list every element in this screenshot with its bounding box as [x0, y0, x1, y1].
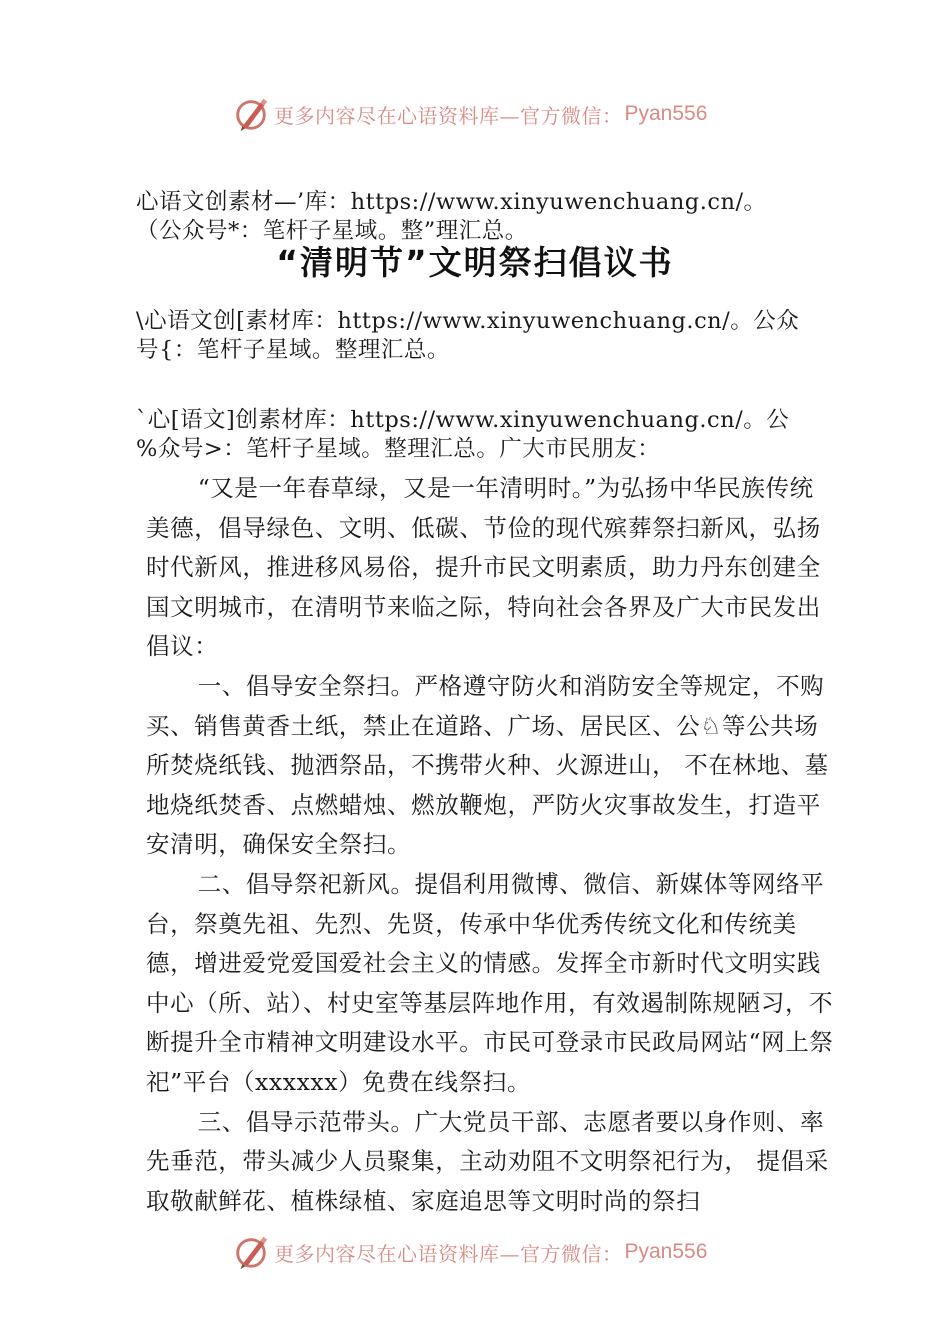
bottom-watermark-banner: [232, 1232, 707, 1272]
document-body: [146, 469, 836, 1221]
salutation-line-2: %众号>：笔杆子星域。整理汇总。广大市民朋友：: [136, 436, 661, 462]
paragraph-new-customs: 二、倡导祭祀新风。提倡利用微博、微信、新媒体等网络平台，祭奠先祖、先烈、先贤，传承中华优秀传统文化和传统美德，增进爱党爱国爱社会主义的情感。发挥全市新时代文明实践中心（所、站）、村史室等基层阵地作用，有效遏制陈规陋习，不断提升全市精神文明建设水平。市民可登录市民政局网站“网上祭祀”平台（xxxxxx）免费在线祭扫。: [146, 869, 834, 1096]
top-watermark-banner: [232, 94, 707, 134]
pen-seal-logo-icon: [232, 95, 270, 133]
watermark-wechat-id: Pyan556: [624, 102, 708, 125]
paragraph-lead-by-example: 三、倡导示范带头。广大党员干部、志愿者要以身作则、率先垂范，带头减少人员聚集，主动劝阻不文明祭祀行为， 提倡采取敬献鲜花、植株绿植、家庭追思等文明时尚的祭扫: [146, 1107, 829, 1215]
watermark-wechat-id: Pyan556: [624, 1240, 708, 1263]
document-title: “清明节”文明祭扫倡议书: [276, 243, 674, 282]
header-line-1: 心语文创素材—’库：https://www.xinyuwenchuang.cn/。: [136, 189, 767, 215]
salutation-line-1: `心[语文]创素材库：https://www.xinyuwenchuang.cn/。公: [136, 407, 790, 433]
paragraph-preamble: “又是一年春草绿，又是一年清明时。”为弘扬中华民族传统美德，倡导绿色、文明、低碳、节俭的现代殡葬祭扫新风，弘扬时代新风，推进移风易俗，提升市民文明素质，助力丹东创建全国文明城市，在清明节来临之际，特向社会各界及广大市民发出倡议：: [146, 474, 821, 661]
watermark-text: 更多内容尽在心语资料库—官方微信：: [274, 103, 623, 128]
header-line-2: （公众号*：笔杆子星域。整”理汇总。: [136, 218, 528, 244]
intro-line-1: \心语文创[素材库：https://www.xinyuwenchuang.cn/。公众: [136, 308, 800, 334]
watermark-text: 更多内容尽在心语资料库—官方微信：: [274, 1241, 623, 1266]
pen-seal-logo-icon: [232, 1233, 270, 1271]
intro-line-2: 号{：笔杆子星域。整理汇总。: [136, 337, 450, 363]
paragraph-safe-sweeping: 一、倡导安全祭扫。严格遵守防火和消防安全等规定，不购买、销售黄香土纸，禁止在道路、广场、居民区、公♘等公共场所焚烧纸钱、抛洒祭品，不携带火种、火源进山， 不在林地、墓地烧纸焚香、点燃蜡烛、燃放鞭炮，严防火灾事故发生，打造平安清明，确保安全祭扫。: [146, 671, 829, 859]
